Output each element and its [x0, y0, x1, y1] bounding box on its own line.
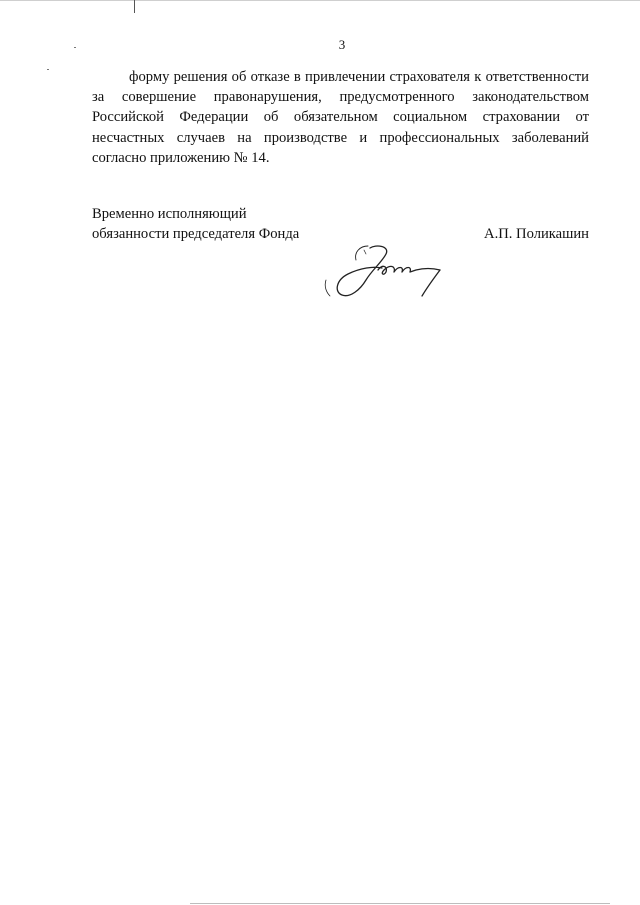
scan-mark: [134, 0, 135, 13]
page-number: 3: [338, 37, 346, 52]
scan-edge-bottom: [190, 903, 610, 904]
body-paragraph: форму решения об отказе в привлечении страхователя к ответственности за совершение правонарушения, предусмотренного законодательством Российской Федерации об обязательном социальном страховании от несчастных случаев на производстве и профессиональных заболеваний согласно приложению № 14.: [92, 69, 589, 166]
signature-block: [92, 205, 589, 244]
signer-title-line-1: Временно исполняющий: [92, 206, 247, 222]
signer-name: А.П. Поликашин: [484, 225, 589, 242]
signer-title-line-2: обязанности председателя Фонда: [92, 225, 300, 242]
body-text: [92, 67, 589, 168]
scan-speck: [47, 69, 49, 70]
scan-edge-top: [0, 0, 640, 1]
handwritten-signature: [320, 240, 450, 302]
